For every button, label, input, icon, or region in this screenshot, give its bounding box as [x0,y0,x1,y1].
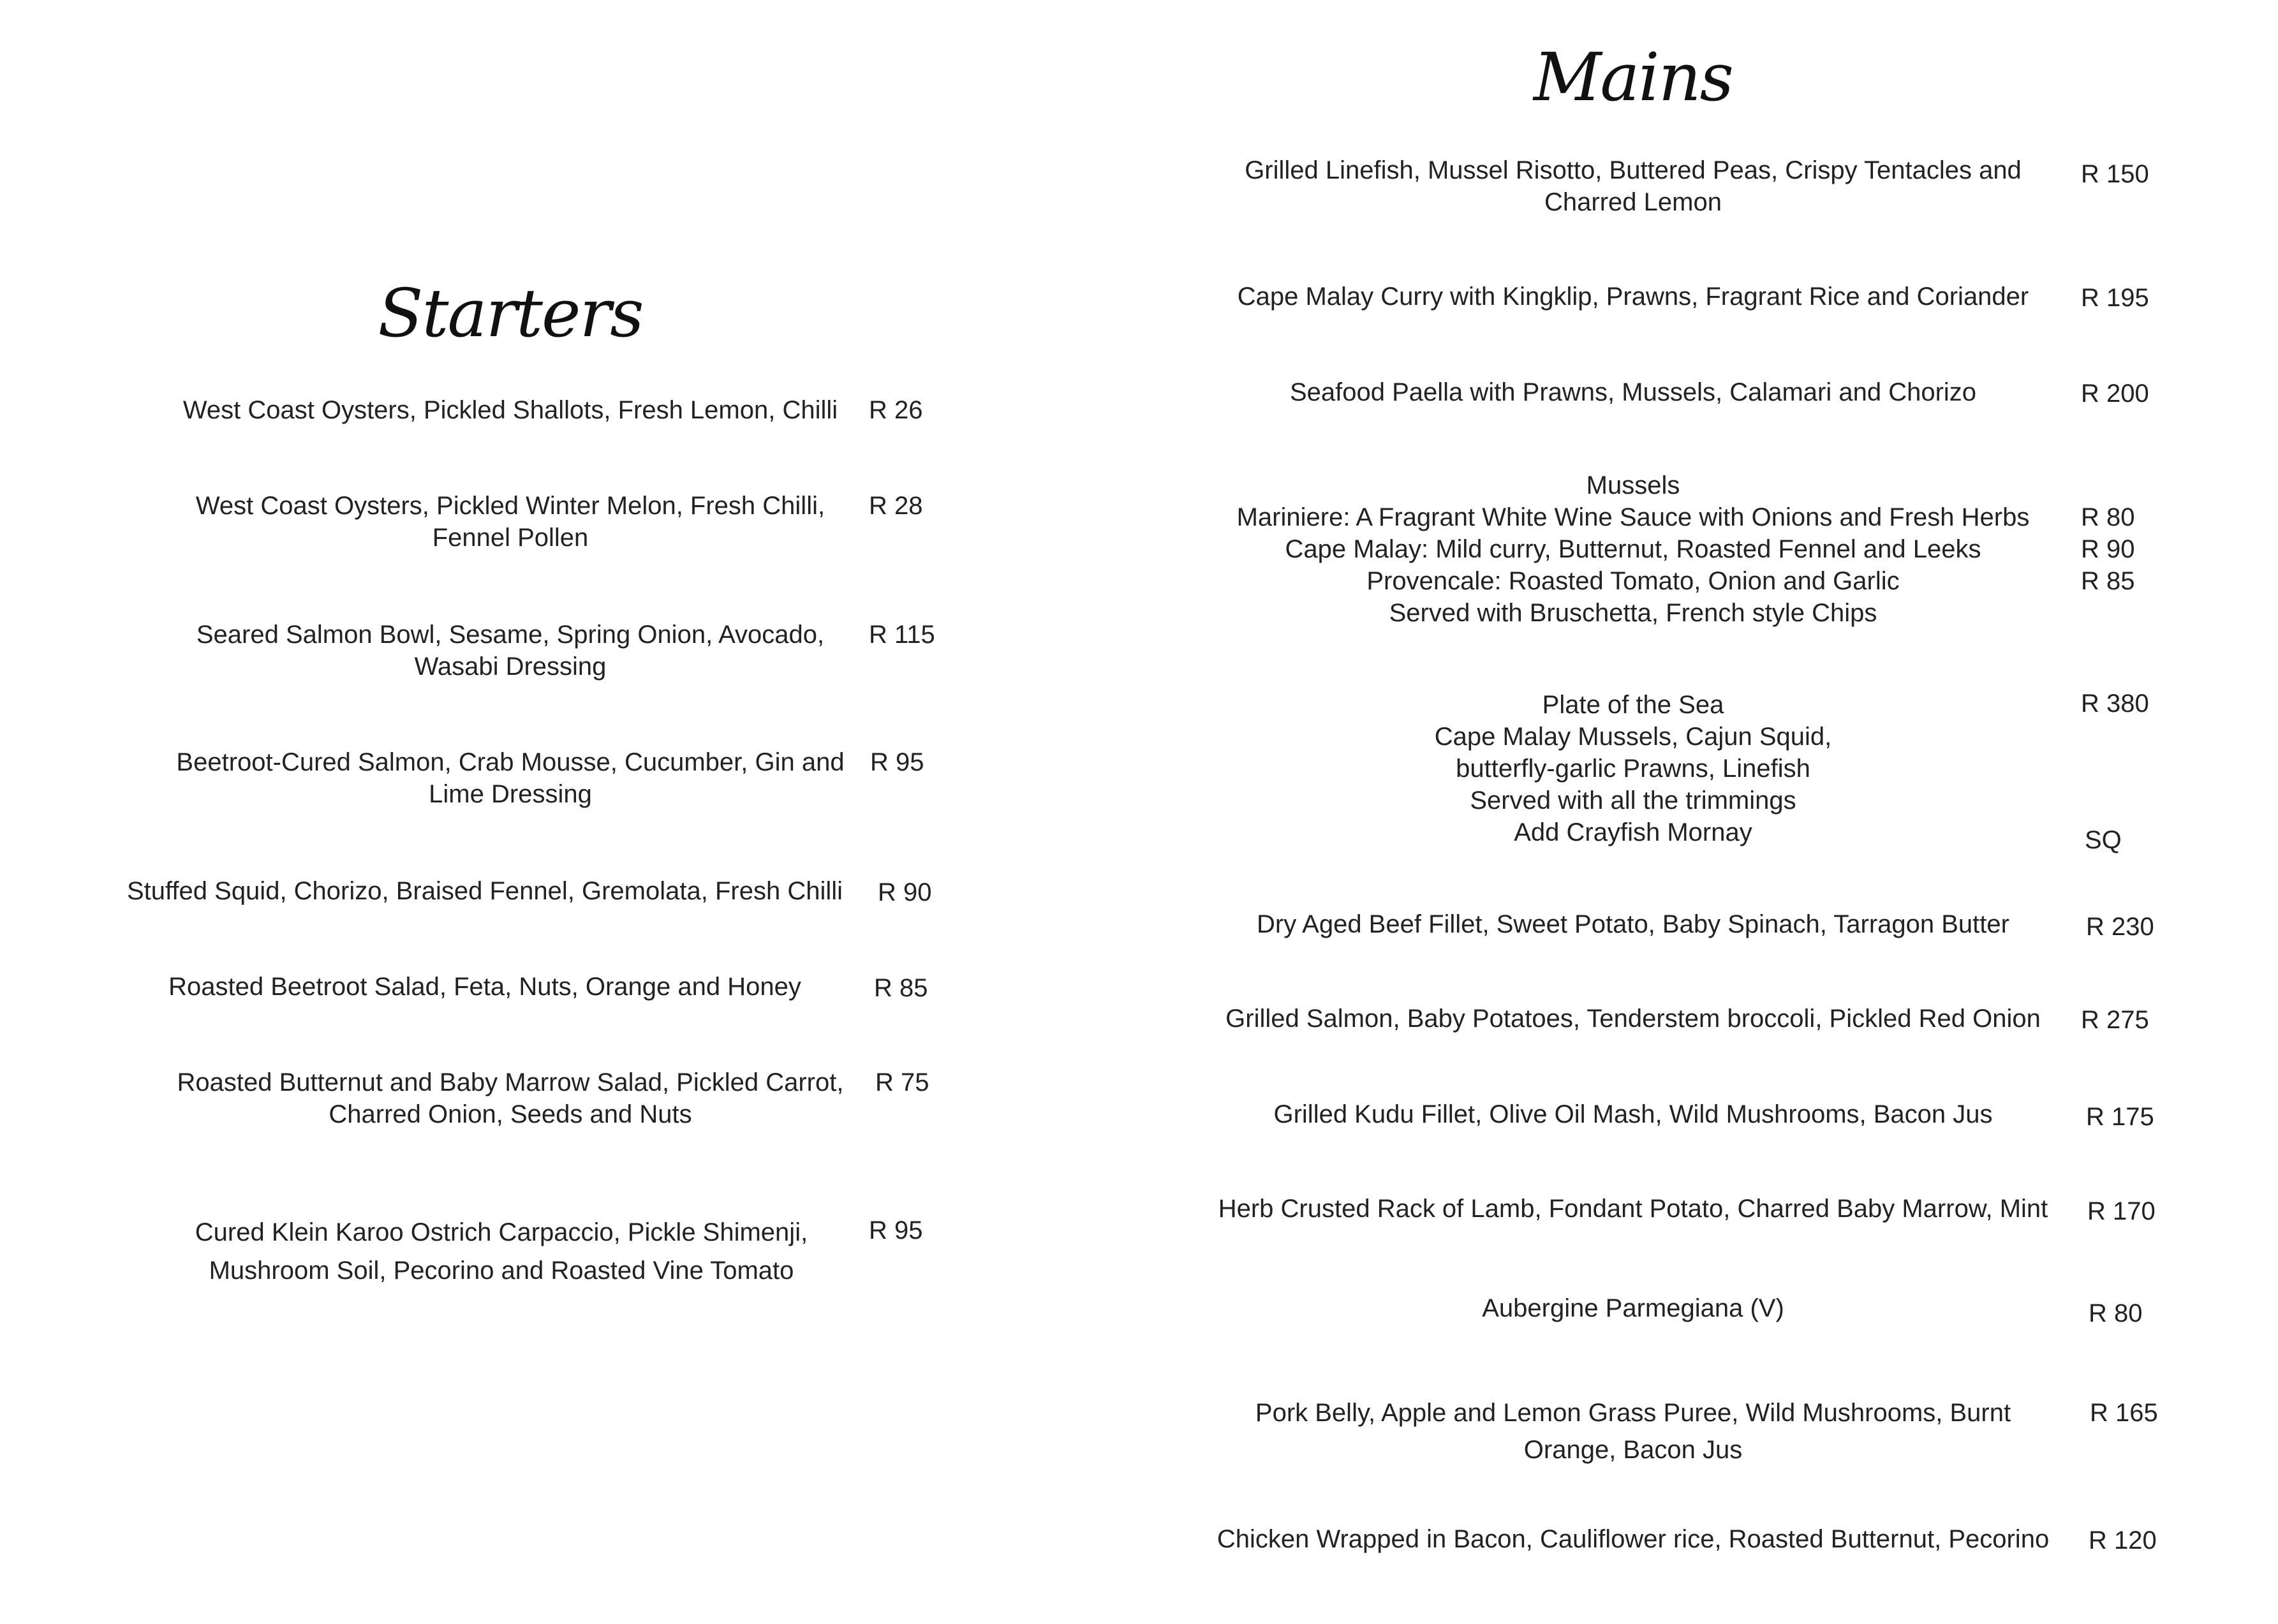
main-item-4-line-5: Served with Bruschetta, French style Chips [1389,599,1877,627]
starter-item-8-line-2: Mushroom Soil, Pecorino and Roasted Vine Tomato [209,1257,794,1285]
starter-item-7-line-1: Roasted Butternut and Baby Marrow Salad, Pickled Carrot, [177,1068,844,1096]
main-item-5-line-5: Add Crayfish Mornay [1514,818,1752,846]
main-item-7-line-1: Grilled Salmon, Baby Potatoes, Tenderstem broccoli, Pickled Red Onion [1225,1005,2041,1033]
starter-item-1-price: R 26 [869,396,923,424]
starter-item-2-line-1: West Coast Oysters, Pickled Winter Melon, Fresh Chilli, [195,492,825,520]
main-item-1-line-2: Charred Lemon [1544,188,1722,216]
main-item-7-description [1187,1003,2080,1035]
starter-item-5-price: R 90 [878,878,932,906]
starter-item-7-description [128,1067,893,1130]
starter-item-8-description [119,1213,884,1290]
main-item-10-price: R 80 [2089,1299,2143,1327]
main-item-11-price: R 165 [2090,1399,2158,1427]
starter-item-1-line-1: West Coast Oysters, Pickled Shallots, Fresh Lemon, Chilli [182,396,838,424]
main-item-12-line-1: Chicken Wrapped in Bacon, Cauliflower rice, Roasted Butternut, Pecorino [1217,1525,2050,1553]
starter-item-8-line-1: Cured Klein Karoo Ostrich Carpaccio, Pickle Shimenji, [195,1218,808,1246]
main-item-4-price-1: R 80 [2081,503,2135,531]
starter-item-6-description [102,971,868,1003]
main-item-1-price: R 150 [2081,160,2149,188]
starter-item-5-line-1: Stuffed Squid, Chorizo, Braised Fennel, Gremolata, Fresh Chilli [126,877,843,905]
main-item-5-extra-price: SQ [2085,826,2122,854]
main-item-5-line-1: Plate of the Sea [1542,691,1724,719]
main-item-6-line-1: Dry Aged Beef Fillet, Sweet Potato, Baby Spinach, Tarragon Butter [1257,910,2009,938]
main-item-2-price: R 195 [2081,284,2149,312]
starter-item-4-line-2: Lime Dressing [429,780,592,808]
main-item-9-line-1: Herb Crusted Rack of Lamb, Fondant Potato, Charred Baby Marrow, Mint [1218,1195,2048,1223]
main-item-11-line-2: Orange, Bacon Jus [1523,1436,1743,1464]
starter-item-3-description [128,619,893,683]
main-item-5-description [1187,689,2080,848]
starter-item-3-line-1: Seared Salmon Bowl, Sesame, Spring Onion, Avocado, [196,621,825,649]
main-item-12-price: R 120 [2089,1526,2157,1554]
main-item-4-line-2: Mariniere: A Fragrant White Wine Sauce with Onions and Fresh Herbs [1236,503,2030,531]
starter-item-4-price: R 95 [870,748,924,776]
main-item-4-price-3: R 85 [2081,567,2135,595]
starters-heading: Starters [378,274,643,352]
main-item-3-price: R 200 [2081,380,2149,408]
main-item-9-description [1187,1193,2080,1225]
starter-item-7-line-2: Charred Onion, Seeds and Nuts [329,1100,692,1128]
main-item-4-line-3: Cape Malay: Mild curry, Butternut, Roasted Fennel and Leeks [1285,535,1981,563]
main-item-5-price: R 380 [2081,690,2149,718]
main-item-4-line-4: Provencale: Roasted Tomato, Onion and Garlic [1366,567,1900,595]
starter-item-4-description [128,746,893,810]
main-item-12-description [1187,1523,2080,1555]
starter-item-1-description [128,394,893,426]
main-item-8-line-1: Grilled Kudu Fillet, Olive Oil Mash, Wild Mushrooms, Bacon Jus [1273,1100,1993,1128]
main-item-5-line-2: Cape Malay Mussels, Cajun Squid, [1434,723,1832,751]
mains-heading: Mains [1533,38,1733,116]
main-item-6-description [1187,908,2080,940]
main-item-2-line-1: Cape Malay Curry with Kingklip, Prawns, Fragrant Rice and Coriander [1237,283,2029,311]
main-item-4-line-1: Mussels [1586,471,1680,499]
main-item-1-description [1187,154,2080,218]
starter-item-6-line-1: Roasted Beetroot Salad, Feta, Nuts, Orange and Honey [168,973,801,1001]
starter-item-7-price: R 75 [875,1068,929,1096]
main-item-3-line-1: Seafood Paella with Prawns, Mussels, Calamari and Chorizo [1289,378,1977,406]
main-item-9-price: R 170 [2087,1197,2156,1225]
main-item-11-description [1187,1394,2080,1468]
main-item-8-price: R 175 [2086,1103,2154,1131]
main-item-11-line-1: Pork Belly, Apple and Lemon Grass Puree, Wild Mushrooms, Burnt [1255,1399,2011,1427]
main-item-5-line-4: Served with all the trimmings [1470,786,1796,815]
starter-item-6-price: R 85 [874,974,928,1002]
main-item-4-price-2: R 90 [2081,535,2135,563]
main-item-7-price: R 275 [2081,1006,2149,1034]
starter-item-3-line-2: Wasabi Dressing [414,653,607,681]
main-item-10-line-1: Aubergine Parmegiana (V) [1482,1294,1784,1322]
main-item-5-line-3: butterfly-garlic Prawns, Linefish [1456,755,1810,783]
starter-item-8-price: R 95 [869,1216,923,1244]
main-item-1-line-1: Grilled Linefish, Mussel Risotto, Buttered Peas, Crispy Tentacles and [1245,156,2022,184]
main-item-3-description [1187,376,2080,408]
starter-item-2-line-2: Fennel Pollen [432,524,589,552]
main-item-6-price: R 230 [2086,913,2154,941]
main-item-10-description [1187,1292,2080,1324]
main-item-8-description [1187,1098,2080,1130]
starter-item-3-price: R 115 [869,621,935,649]
starter-item-4-line-1: Beetroot-Cured Salmon, Crab Mousse, Cucumber, Gin and [176,748,845,776]
starter-item-2-price: R 28 [869,492,923,520]
main-item-2-description [1187,281,2080,313]
starter-item-2-description [128,490,893,554]
main-item-4-description [1187,469,2080,629]
starter-item-5-description [102,875,868,907]
